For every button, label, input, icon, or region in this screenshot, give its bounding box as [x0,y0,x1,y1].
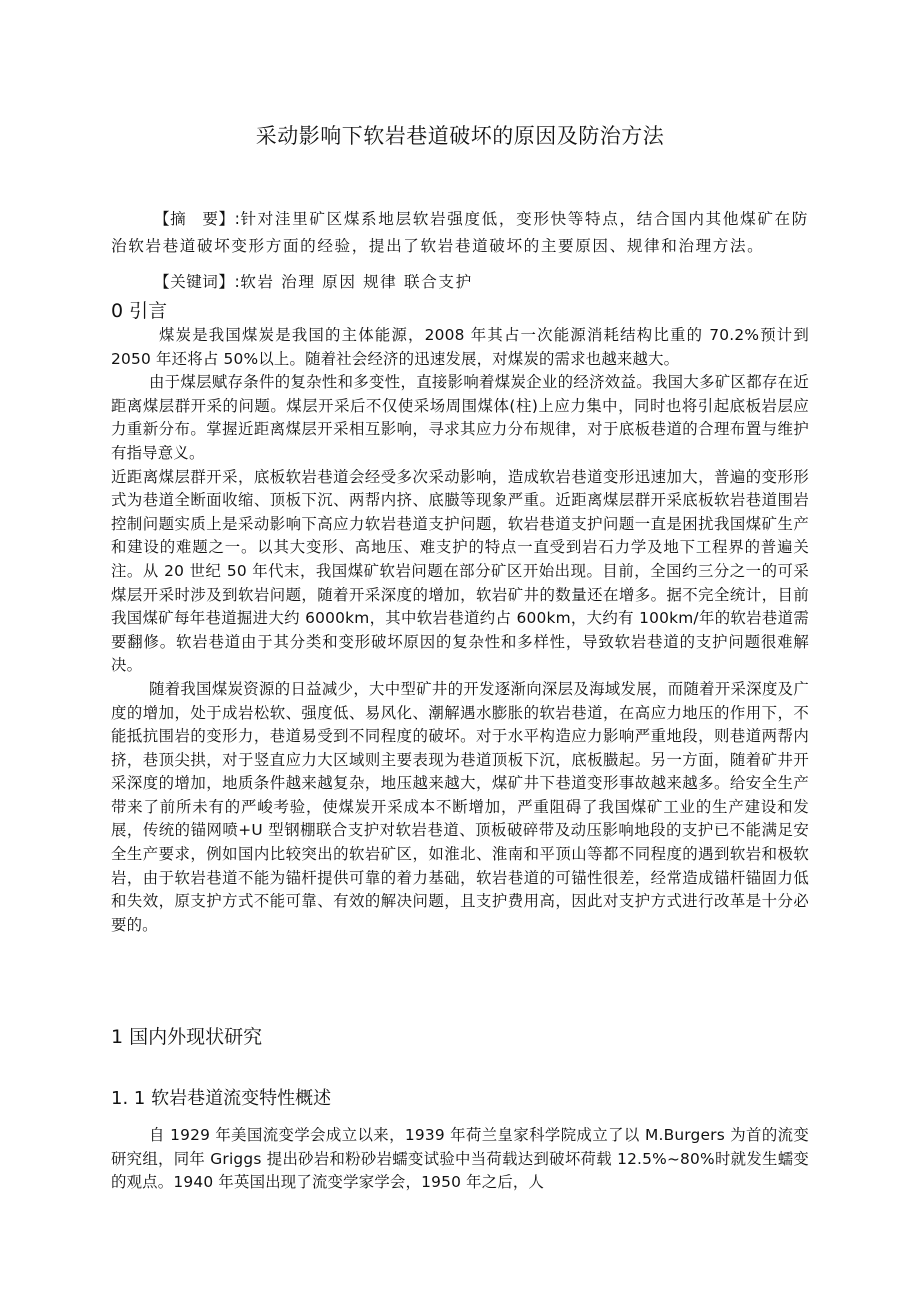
section-0-body [111,324,809,937]
section-1-heading: 1 国内外现状研究 [111,1026,263,1048]
abstract-text: 针对洼里矿区煤系地层软岩强度低，变形快等特点，结合国内其他煤矿在防治软岩巷道破坏变形方面的经验，提出了软岩巷道破坏的主要原因、规律和治理方法。 [111,210,809,255]
section-0-heading: 0 引言 [111,300,168,322]
abstract [111,206,809,259]
paragraph-5: 自 1929 年美国流变学会成立以来，1939 年荷兰皇家科学院成立了以 M.Burgers 为首的流变研究组，同年 Griggs 提出砂岩和粉砂岩蠕变试验中当荷载达到破坏荷载 12.5%~80%时就发生蠕变的观点。1940 年英国出现了流变学家学会，1950 年之后，人 [111,1126,809,1192]
subsection-1-1-heading: 1. 1 软岩巷道流变特性概述 [111,1088,332,1109]
paragraph-4: 随着我国煤炭资源的日益减少，大中型矿井的开发逐渐向深层及海域发展，而随着开采深度及广度的增加，处于成岩松软、强度低、易风化、潮解遇水膨胀的软岩巷道，在高应力地压的作用下，不能抵抗围岩的变形力，巷道易受到不同程度的破坏。对于水平构造应力影响严重地段，则巷道两帮内挤，巷顶尖拱，对于竖直应力大区域则主要表现为巷道顶板下沉，底板臌起。另一方面，随着矿井开采深度的增加，地质条件越来越复杂，地压越来越大，煤矿井下巷道变形事故越来越多。给安全生产带来了前所未有的严峻考验，使煤炭开采成本不断增加，严重阻碍了我国煤矿工业的生产建设和发展，传统的锚网喷+U 型钢棚联合支护对软岩巷道、顶板破碎带及动压影响地段的支护已不能满足安全生产要求，例如国内比较突出的软岩矿区，如淮北、淮南和平顶山等都不同程度的遇到软岩和极软岩，由于软岩巷道不能为锚杆提供可靠的着力基础，软岩巷道的可锚性很差，经常造成锚杆锚固力低和失效，原支护方式不能可靠、有效的解决问题，且支护费用高，因此对支护方式进行改革是十分必要的。 [111,679,809,934]
abstract-tag: 【摘 要】: [154,210,241,228]
abstract-paragraph [111,206,809,259]
document-title: 采动影响下软岩巷道破坏的原因及防治方法 [255,124,665,148]
paragraph-2: 由于煤层赋存条件的复杂性和多变性，直接影响着煤炭企业的经济效益。我国大多矿区都存在近距离煤层群开采的问题。煤层开采后不仅使采场周围煤体(柱)上应力集中，同时也将引起底板岩层应力重新分布。掌握近距离煤层开采相互影响，寻求其应力分布规律，对于底板巷道的合理布置与维护有指导意义。 [111,373,809,462]
paragraph-3: 近距离煤层群开采，底板软岩巷道会经受多次采动影响，造成软岩巷道变形迅速加大，普遍的变形形式为巷道全断面收缩、顶板下沉、两帮内挤、底臌等现象严重。近距离煤层群开采底板软岩巷道围岩控制问题实质上是采动影响下高应力软岩巷道支护问题，软岩巷道支护问题一直是困扰我国煤矿生产和建设的难题之一。以其大变形、高地压、难支护的特点一直受到岩石力学及地下工程界的普遍关注。从 20 世纪 50 年代末，我国煤矿软岩问题在部分矿区开始出现。目前，全国约三分之一的可采煤层开采时涉及到软岩问题，随着开采深度的增加，软岩矿井的数量还在增多。据不完全统计，目前我国煤矿每年巷道掘进大约 6000km，其中软岩巷道约占 600km，大约有 100km/年的软岩巷道需要翻修。软岩巷道由于其分类和变形破坏原因的复杂性和多样性，导致软岩巷道的支护问题很难解决。 [111,467,809,675]
keywords-tag: 【关键词】: [154,273,241,291]
keywords-text: 软岩 治理 原因 规律 联合支护 [240,273,473,291]
keywords-paragraph [111,269,809,296]
subsection-1-1-body [111,1124,809,1195]
keywords [111,269,809,296]
paragraph-1: 煤炭是我国煤炭是我国的主体能源，2008 年其占一次能源消耗结构比重的 70.2%预计到 2050 年还将占 50%以上。随着社会经济的迅速发展，对煤炭的需求也越来越大。 [111,326,809,368]
